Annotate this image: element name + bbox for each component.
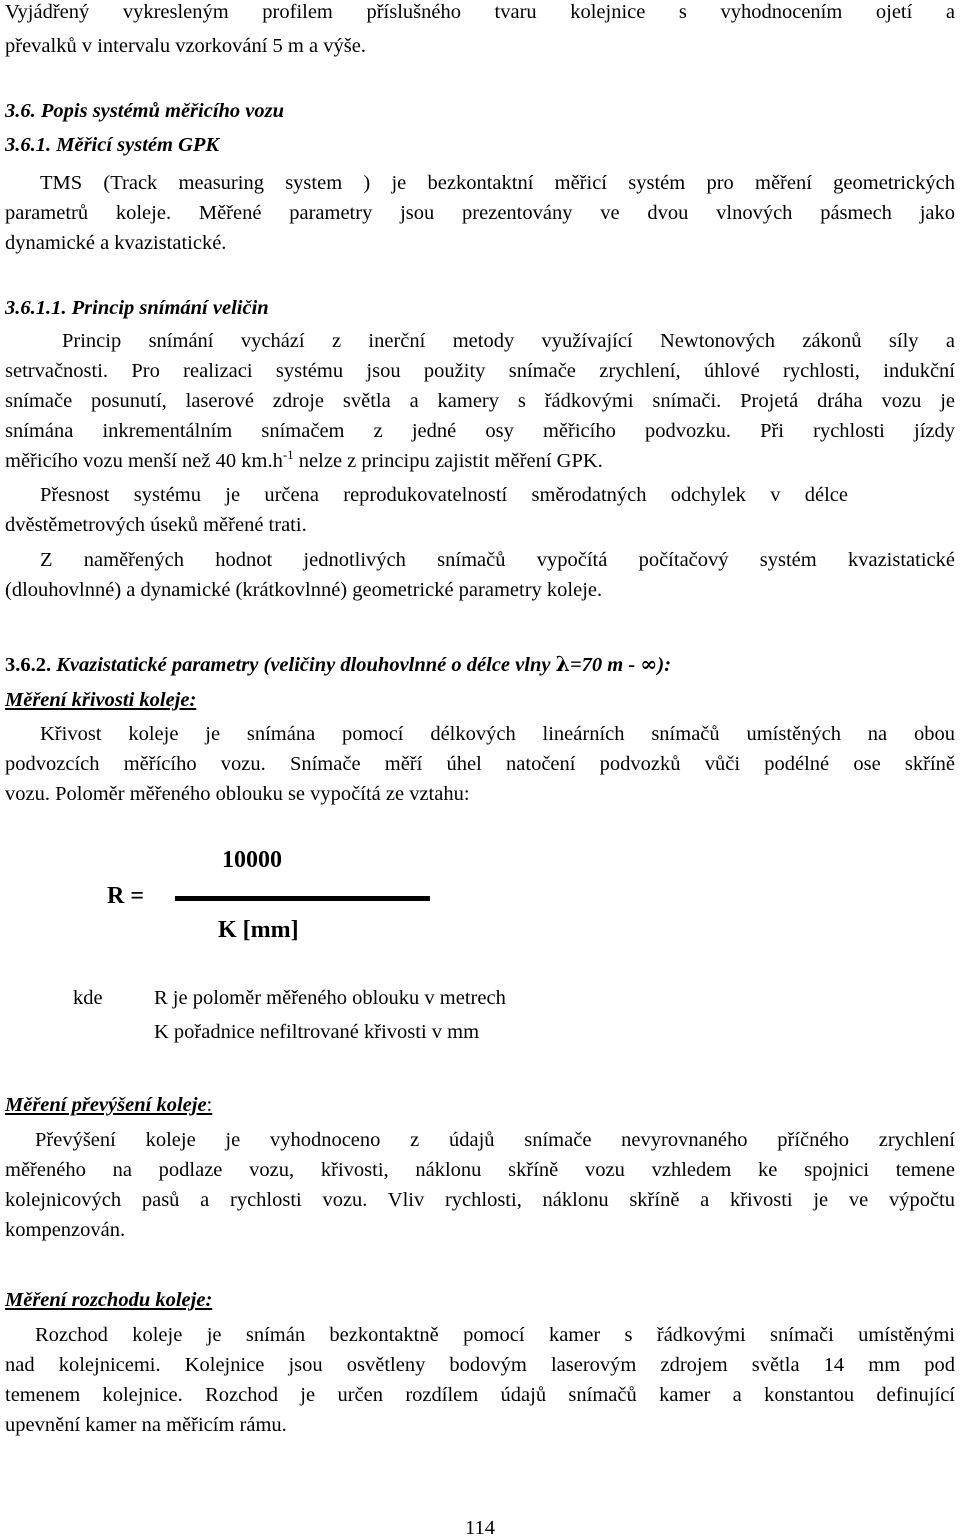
definition-where: kde [73,987,103,1009]
princip-para-line-3: snímače posunutí, laserové zdroje světla a kamery s řádkovými snímači. Projetá dráha vozu je [5,390,955,412]
section-3-6-2-title: Kvazistatické parametry (veličiny dlouhovlnné o délce vlny [56,654,556,676]
definition-r: R je poloměr měřeného oblouku v metrech [154,987,506,1009]
formula-denominator: K [mm] [218,917,299,943]
rozchod-para-line-2: nad kolejnicemi. Kolejnice jsou osvětleny bodovým laserovým zdrojem světla 14 mm pod [5,1354,955,1376]
infinity-symbol: ∞ [640,652,658,676]
rozchod-para-line-3: temenem kolejnice. Rozchod je určen rozdílem údajů snímačů kamer a konstantou definující [5,1384,955,1406]
section-3-6-2-number: 3.6.2. [5,654,52,676]
prevyseni-para-line-4: kompenzován. [5,1219,126,1241]
prevyseni-heading-text: Měření převýšení koleje [5,1094,207,1116]
page-number: 114 [465,1517,495,1539]
speed-exponent: -1 [282,447,294,463]
presnost-para-line-1: Přesnost systému je určena reprodukovatelností směrodatných odchylek v délce [40,484,848,506]
prevyseni-heading-colon: : [206,1094,213,1116]
krivost-para-line-1: Křivost koleje je snímána pomocí délkových lineárních snímačů umístěných na obou [40,723,955,745]
rozchod-heading: Měření rozchodu koleje: [5,1289,213,1311]
prevyseni-para-line-1: Převýšení koleje je vyhodnoceno z údajů snímače nevyrovnaného příčného zrychlení [35,1129,955,1151]
formula-numerator: 10000 [222,847,282,873]
rozchod-para-line-4: upevnění kamer na měřicím rámu. [5,1414,287,1436]
krivost-heading: Měření křivosti koleje: [5,689,197,711]
krivost-para-line-2: podvozcích měřícího vozu. Snímače měří úhel natočení podvozků vůči podélné ose skříně [5,753,955,775]
formula-lhs: R = [107,883,145,909]
princip-speed-text: měřicího vozu menší než 40 km.h [5,450,283,472]
rozchod-para-line-1: Rozchod koleje je snímán bezkontaktně pomocí kamer s řádkovými snímači umístěnými [35,1324,955,1346]
gpk-para-line-3: dynamické a kvazistatické. [5,232,227,254]
section-3-6-2-title-mid: =70 m - [569,654,641,676]
princip-speed-tail: nelze z principu zajistit měření GPK. [293,450,603,472]
prevyseni-para-line-2: měřeného na podlaze vozu, křivosti, náklonu skříně vozu vzhledem ke spojnici temene [5,1159,955,1181]
lambda-symbol: λ [555,652,570,676]
definition-k: K pořadnice nefiltrované křivosti v mm [154,1021,480,1043]
krivost-para-line-3: vozu. Poloměr měřeného oblouku se vypočítá ze vztahu: [5,783,470,805]
gpk-para-line-1: TMS (Track measuring system ) je bezkontaktní měřicí systém pro měření geometrických [40,172,955,194]
namerene-para-line-1: Z naměřených hodnot jednotlivých snímačů vypočítá počítačový systém kvazistatické [40,549,955,571]
prevyseni-heading [5,1093,955,1117]
namerene-para-line-2: (dlouhovlnné) a dynamické (krátkovlnné) geometrické parametry koleje. [5,579,603,601]
intro-line-2: převalků v intervalu vzorkování 5 m a výše. [5,35,366,57]
section-3-6-2-heading [5,652,955,677]
section-3-6-1-1-heading: 3.6.1.1. Princip snímání veličin [5,297,269,319]
intro-line-1: Vyjádřený vykresleným profilem příslušného tvaru kolejnice s vyhodnocením ojetí a [5,1,955,23]
princip-para-line-1: Princip snímání vychází z inerční metody využívající Newtonových zákonů síly a [62,330,955,352]
princip-para-line-4: snímána inkrementálním snímačem z jedné osy měřicího podvozku. Při rychlosti jízdy [5,420,955,442]
formula-fraction-bar [175,896,430,901]
princip-para-line-5 [5,449,955,473]
prevyseni-para-line-3: kolejnicových pasů a rychlosti vozu. Vliv rychlosti, náklonu skříně a křivosti je ve výpočtu [5,1189,955,1211]
presnost-para-line-2: dvěstěmetrových úseků měřené trati. [5,514,307,536]
princip-para-line-2: setrvačnosti. Pro realizaci systému jsou použity snímače zrychlení, úhlové rychlosti, indukční [5,360,955,382]
gpk-para-line-2: parametrů koleje. Měřené parametry jsou prezentovány ve dvou vlnových pásmech jako [5,202,955,224]
section-3-6-2-title-end: ): [657,654,672,676]
section-3-6-1-heading: 3.6.1. Měřicí systém GPK [5,134,220,156]
section-3-6-heading: 3.6. Popis systémů měřicího vozu [5,100,285,122]
